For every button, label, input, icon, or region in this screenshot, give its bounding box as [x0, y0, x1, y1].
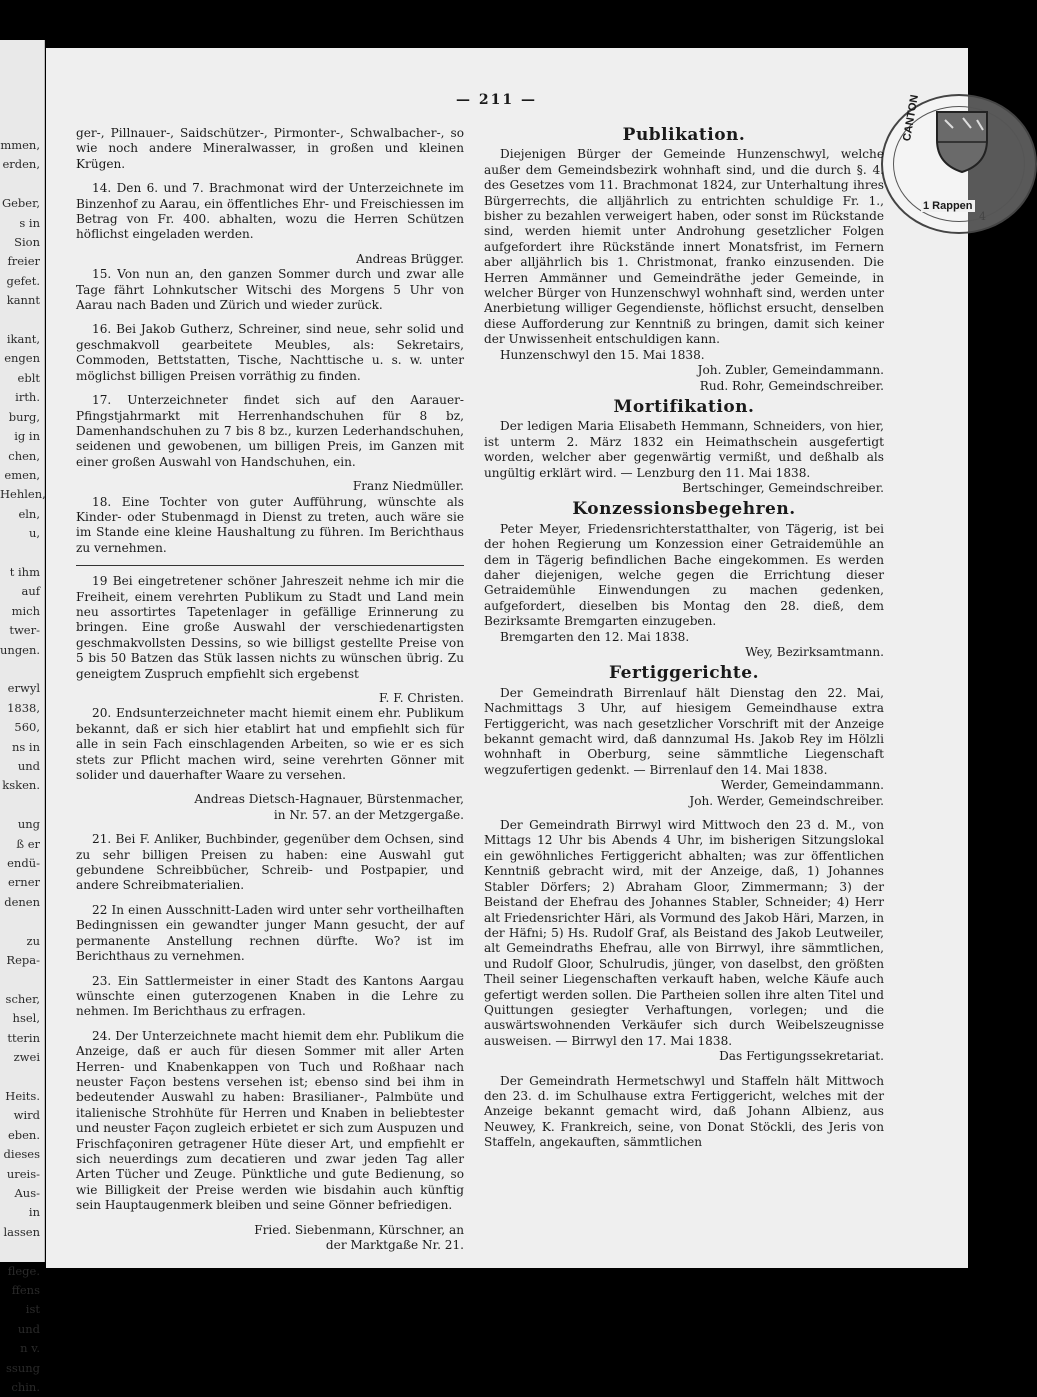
previous-page-fragment: flege. [7, 1263, 40, 1278]
previous-page-fragment: zu [26, 933, 40, 948]
previous-page-edge [0, 40, 46, 1394]
left-column [76, 126, 464, 1253]
ad-14: 14. Den 6. und 7. Brachmonat wird der Unterzeichnete im Binzenhof zu Aarau, ein öffentliches Ehr- und Freischiessen im Betrag von Fr. 400. abhalten, wozu die Herren Schützen höflichst eingeladen werden. [76, 181, 464, 242]
previous-page-fragment: auf [21, 584, 40, 599]
previous-page-fragment: kannt [6, 293, 40, 308]
previous-page-fragment: erwyl [7, 681, 40, 696]
previous-page-fragment [0, 660, 40, 679]
previous-page-fragment: emen, [4, 467, 40, 482]
previous-page-fragment: s in [19, 215, 40, 230]
previous-page-fragment [0, 1242, 40, 1261]
fertiggericht-birrwyl: Der Gemeindrath Birrwyl wird Mittwoch den 23 d. M., von Mittags 12 Uhr bis Abends 4 Uhr, im bisherigen Sitzungslokal ein gewöhnliches Fertiggericht abhalten; was zur öffentlichen Kenntniß gebracht wird, mit der Anzeige, daß, 1) Johannes Stabler Dörfers; 2) Abraham Gloor, Zimmermann; 3) der Beistand der Ehefrau des Johannes Stabler, Schneider; 4) Herr alt Friedensrichter Häri, als Vormund des Jakob Häri, Marzen, in der Häfni; 5) Hs. Rudolf Graf, als Beistand des Jakob Leutweiler, alt Gemeindraths Ehefrau, alle von Birrwyl, ihre sämmtlichen, und Rudolf Gloor, Schulrudis, jünger, von daselbst, den größten Theil seiner Liegenschaften verkauft haben, welche Käufe auch gefertigt werden sollen. Die Partheien sollen ihre alten Titel und Quittungen gesiegter Verhaftungen, vorlegen; und die auswärtswohnenden Verkäufer sich durch Weibelszeugnisse ausweisen. — Birrwyl den 17. Mai 1838. [484, 818, 884, 1048]
previous-page-fragment: denen [4, 894, 40, 909]
previous-page-fragment: gefet. [6, 273, 40, 288]
previous-page-fragment [0, 796, 40, 815]
fertiggericht-birrenlauf-signature-1: Werder, Gemeindammann. [720, 778, 884, 793]
previous-page-fragment [0, 912, 40, 931]
previous-page-fragment: Heits. [5, 1088, 40, 1103]
column-divider-rule [76, 565, 464, 566]
ad-19-signature: F. F. Christen. [379, 691, 464, 705]
previous-page-fragment: in [28, 1205, 40, 1220]
previous-page-fragment: t ihm [9, 564, 40, 579]
previous-page-fragment: Geber, [1, 196, 40, 211]
ad-20-signature-line-1: Andreas Dietsch-Hagnauer, Bürstenmacher, [194, 792, 464, 807]
previous-page-fragment: Aus- [14, 1185, 40, 1200]
previous-page-fragment: ung [17, 817, 40, 832]
previous-page-fragment: ist [25, 1302, 40, 1317]
publikation-signature-2: Rud. Rohr, Gemeindschreiber. [699, 378, 884, 393]
ad-24: 24. Der Unterzeichnete macht hiemit dem ehr. Publikum die Anzeige, daß er auch für diesen Sommer mit aller Arten Herren- und Knabenkappen von Tuch und Roßhaar nach neuster Façon bestens versehen ist; ebenso sind bei ihm in bedeutender Auswahl zu haben: Brasilianer-, Palmbüte und italienische Strohhüte für Herren und Knaben in beliebtester und neuster Façon zugleich erbietet er sich zum Auspuzen und Frischfaçoniren getragener Hüte dieser Art, und empfiehlt er sich neuerdings zum decatieren und zwar jeden Tag aller Arten Tücher und Zeuge. Pünktliche und gute Bedienung, so wie Billigkeit der Preise werden wie bisdahin auch künftig sein Hauptaugenmerk bleiben und seine Gönner befriedigen. [76, 1028, 464, 1213]
previous-page-fragment: und [17, 1321, 40, 1336]
ad-14-signature: Andreas Brügger. [356, 251, 464, 266]
previous-page-fragment [0, 311, 40, 330]
stamp-value-text: 1 Rappen [923, 200, 973, 212]
previous-page-fragment: chen, [8, 448, 40, 463]
heading-konzessionsbegehren: Konzessionsbegehren. [572, 499, 796, 520]
previous-page-fragment: mich [11, 603, 40, 618]
previous-page-fragment: irth. [15, 390, 40, 405]
previous-page-fragment: burg, [8, 409, 40, 424]
previous-page-fragment [0, 1068, 40, 1087]
previous-page-fragment: engen [4, 351, 40, 366]
ad-19: 19 Bei eingetretener schöner Jahreszeit nehme ich mir die Freiheit, einem verehrten Publikum zu Stadt und Land mein neu assortirtes Tapetenlager in gefällige Erinnerung zu bringen. Eine große Auswahl der verschiedenartigsten geschmakvollsten Dessins, so wie billigst gestellte Preise von 5 bis 50 Batzen das Stük lassen nichts zu wünschen übrig. Zu geneigtem Zuspruch empfiehlt sich ergebenst [76, 574, 464, 681]
mortifikation-text: Der ledigen Maria Elisabeth Hemmann, Schneiders, von hier, ist unterm 2. März 1832 ein Heimathschein ausgefertigt worden, welcher aber gegenwärtig vermißt, und deßhalb als ungültig erklärt wird. — Lenzburg den 11. Mai 1838. [484, 419, 884, 480]
ad-24-signature-line-1: Fried. Siebenmann, Kürschner, an [254, 1222, 464, 1237]
right-column [484, 126, 884, 1160]
fertiggericht-birrenlauf-signature-2: Joh. Werder, Gemeindschreiber. [689, 793, 884, 808]
previous-page-fragment: ikant, [6, 332, 40, 347]
konzession-text: Peter Meyer, Friedensrichterstatthalter, von Tägerig, ist bei der hohen Regierung um Konzession einer Getraidemühle an dem in Tägerig befindlichen Bache eingekommen. Es werden daher diejenigen, welche gegen die Errichtung dieser Getraidemühle Einwendungen zu machen gedenken, aufgefordert, dieselben bis Montag den 28. dieß, dem Bezirksamte Bremgarten einzugeben. [484, 521, 884, 629]
previous-page-fragment: eben. [7, 1127, 40, 1142]
coat-of-arms-icon [933, 106, 991, 176]
previous-page-fragment: eln, [18, 506, 40, 521]
previous-page-fragment: tterin [7, 1030, 40, 1045]
previous-page-fragments [0, 40, 44, 1397]
previous-page-fragment [0, 970, 40, 989]
previous-page-fragment: ß er [16, 836, 40, 851]
ad-15: 15. Von nun an, den ganzen Sommer durch und zwar alle Tage fährt Lohnkutscher Witschi des Morgens 5 Uhr von Aarau nach Baden und Zürich und wieder zurück. [76, 267, 464, 313]
fertiggericht-birrwyl-signature: Das Fertigungssekretariat. [719, 1049, 884, 1064]
previous-page-fragment: freier [7, 254, 40, 269]
previous-page-fragment: ksken. [2, 778, 40, 793]
previous-page-fragment: Repa- [6, 953, 40, 968]
previous-page-fragment: chin. [11, 1380, 40, 1394]
ad-17-signature: Franz Niedmüller. [352, 479, 464, 494]
previous-page-fragment: endü- [7, 856, 40, 871]
previous-page-fragment: zwei [13, 1050, 40, 1065]
heading-publikation: Publikation. [622, 125, 746, 145]
previous-page-fragment [0, 175, 40, 194]
stamp-mark: 4 [979, 210, 986, 223]
ad-mineral-water-continued: ger-, Pillnauer-, Saidschützer-, Pirmonter-, Schwalbacher-, so wie noch andere Mineralwasser, in großen und kleinen Krügen. [76, 126, 464, 171]
previous-page-fragment: scher, [5, 991, 40, 1006]
heading-mortifikation: Mortifikation. [613, 396, 755, 417]
heading-fertiggerichte: Fertiggerichte. [608, 663, 760, 684]
newspaper-page [46, 48, 986, 1268]
ad-16: 16. Bei Jakob Gutherz, Schreiner, sind neue, sehr solid und geschmakvoll gearbeitete Meubles, als: Sekretairs, Commoden, Bettstatten, Tische, Nachttische u. s. w. unter möglichst billigen Preisen vorräthig zu finden. [76, 322, 464, 383]
previous-page-fragment: hsel, [12, 1011, 40, 1026]
stamp-canton-text: CANTON [901, 93, 921, 143]
ad-21: 21. Bei F. Anliker, Buchbinder, gegenüber dem Ochsen, sind zu sehr billigen Preisen zu haben: eine Auswahl gut gebundene Schreibbücher, Schreib- und Postpapier, und andere Schreibmaterialien. [76, 832, 464, 893]
previous-page-fragment: ssung [6, 1360, 40, 1375]
ad-17: 17. Unterzeichneter findet sich auf den Aarauer-Pfingstjahrmarkt mit Herrenhandschuhen für 8 bz, Damenhandschuhen zu 7 bis 8 bz., kurzen Lederhandschuhen, seidenen und gewobenen, um billigen Preis, im Ganzen mit einer großen Auswahl von Handschuhen, ein. [76, 393, 464, 469]
previous-page-fragment: erden, [2, 157, 40, 172]
publikation-date: Hunzenschwyl den 15. Mai 1838. [500, 347, 705, 362]
publikation-text: Diejenigen Bürger der Gemeinde Hunzenschwyl, welche außer dem Gemeindsbezirk wohnhaft sind, und die durch §. 4. des Gesetzes vom 11. Brachmonat 1824, zur Unterhaltung ihres Bürgerrechts, die alljährlich zu entrichten schuldige Fr. 1., bisher zu bezahlen verweigert haben, oder sonst im Rückstande sind, werden hiemit unter Androhung gesetzlicher Folgen aufgefordert ihre Rückstände innert Monatsfrist, im Fernern aber alljährlich bis 1. Christmonat, franko einzusenden. Die Herren Ammänner und Gemeindräthe jeder Gemeinde, in welcher Bürger von Hunzenschwyl wohnhaft sind, werden unter Anerbietung williger Gegendienste, höflichst ersucht, denselben diese Aufforderung zur Kenntniß zu bringen, damit sich keiner der Unwissenheit entschuldigen kann. [484, 147, 884, 347]
postage-stamp [881, 94, 1037, 234]
previous-page-fragment: u, [28, 526, 40, 541]
konzession-signature: Wey, Bezirksamtmann. [745, 645, 884, 659]
ad-20-signature-line-2: in Nr. 57. an der Metzgergaße. [273, 807, 464, 822]
previous-page-fragment: Sion [14, 235, 40, 250]
ad-24-signature-line-2: der Marktgaße Nr. 21. [325, 1238, 464, 1252]
previous-page-fragment: ureis- [6, 1166, 40, 1181]
previous-page-fragment: eblt [17, 370, 40, 385]
fertiggericht-birrenlauf: Der Gemeindrath Birrenlauf hält Dienstag den 22. Mai, Nachmittags 3 Uhr, auf hiesigem Gemeindhause extra Fertiggericht, was nach gesetzlicher Vorschrift mit der Anzeige bekannt gemacht wird, daß dannzumal Hs. Jakob Rey im Hölzli wohnhaft in Oberburg, seine sämmtliche Liegenschaft wegzufertigen gedenkt. — Birrenlauf den 14. Mai 1838. [484, 685, 884, 777]
previous-page-fragment: ungen. [0, 642, 41, 657]
previous-page-fragment: und [17, 759, 40, 773]
publikation-signature-1: Joh. Zubler, Gemeindammann. [697, 363, 884, 378]
ad-20: 20. Endsunterzeichneter macht hiemit einem ehr. Publikum bekannt, daß er sich hier etablirt hat und empfiehlt sich für alle in sein Fach einschlagenden Arbeiten, so wie er es sich stets zur Pflicht machen wird, seine verehrten Gönner mit solider und dauerhafter Waare zu versehen. [76, 706, 464, 783]
ad-22: 22 In einen Ausschnitt-Laden wird unter sehr vortheilhaften Bedingnissen ein gewandter junger Mann gesucht, der auf permanente Anstellung rechnen dürfte. Wo? ist im Berichthaus zu vernehmen. [76, 902, 464, 964]
previous-page-fragment: wird [13, 1108, 40, 1123]
previous-page-fragment: ffens [11, 1282, 40, 1297]
previous-page-fragment: lassen [3, 1224, 40, 1239]
fertiggericht-hermetschwyl: Der Gemeindrath Hermetschwyl und Staffeln hält Mittwoch den 23. d. im Schulhause extra Fertiggericht, welches mit der Anzeige bekannt gemacht wird, daß Johann Albienz, aus Neuwey, K. Frankreich, seine, von Donat Stöckli, des Jeris von Staffeln, angekauften, sämmtlichen [484, 1073, 884, 1150]
previous-page-fragment: erner [7, 875, 40, 890]
previous-page-fragment [0, 544, 40, 563]
mortifikation-signature: Bertschinger, Gemeindschreiber. [682, 480, 884, 495]
ad-18: 18. Eine Tochter von guter Aufführung, wünschte als Kinder- oder Stubenmagd in Dienst zu treten, auch wäre sie im Stande eine kleine Haushaltung zu führen. Im Berichthaus zu vernehmen. [76, 494, 464, 555]
previous-page-fragment: ig in [14, 429, 40, 444]
previous-page-fragment: 1838, [7, 700, 40, 715]
previous-page-fragment: mmen, [0, 138, 40, 152]
previous-page-fragment: 560, [14, 720, 40, 735]
konzession-date: Bremgarten den 12. Mai 1838. [500, 629, 690, 644]
ad-23: 23. Ein Sattlermeister in einer Stadt des Kantons Aargau wünschte einen guterzogenen Knaben in die Lehre zu nehmen. Im Berichthaus zu erfragen. [76, 973, 464, 1019]
previous-page-fragment: ns in [11, 739, 40, 754]
previous-page-fragment: n v. [20, 1341, 40, 1356]
previous-page-fragment: Hehlen, [0, 487, 46, 502]
page-number: — 211 — [456, 92, 537, 108]
previous-page-fragment: twer- [9, 623, 40, 638]
previous-page-fragment: dieses [3, 1147, 40, 1162]
